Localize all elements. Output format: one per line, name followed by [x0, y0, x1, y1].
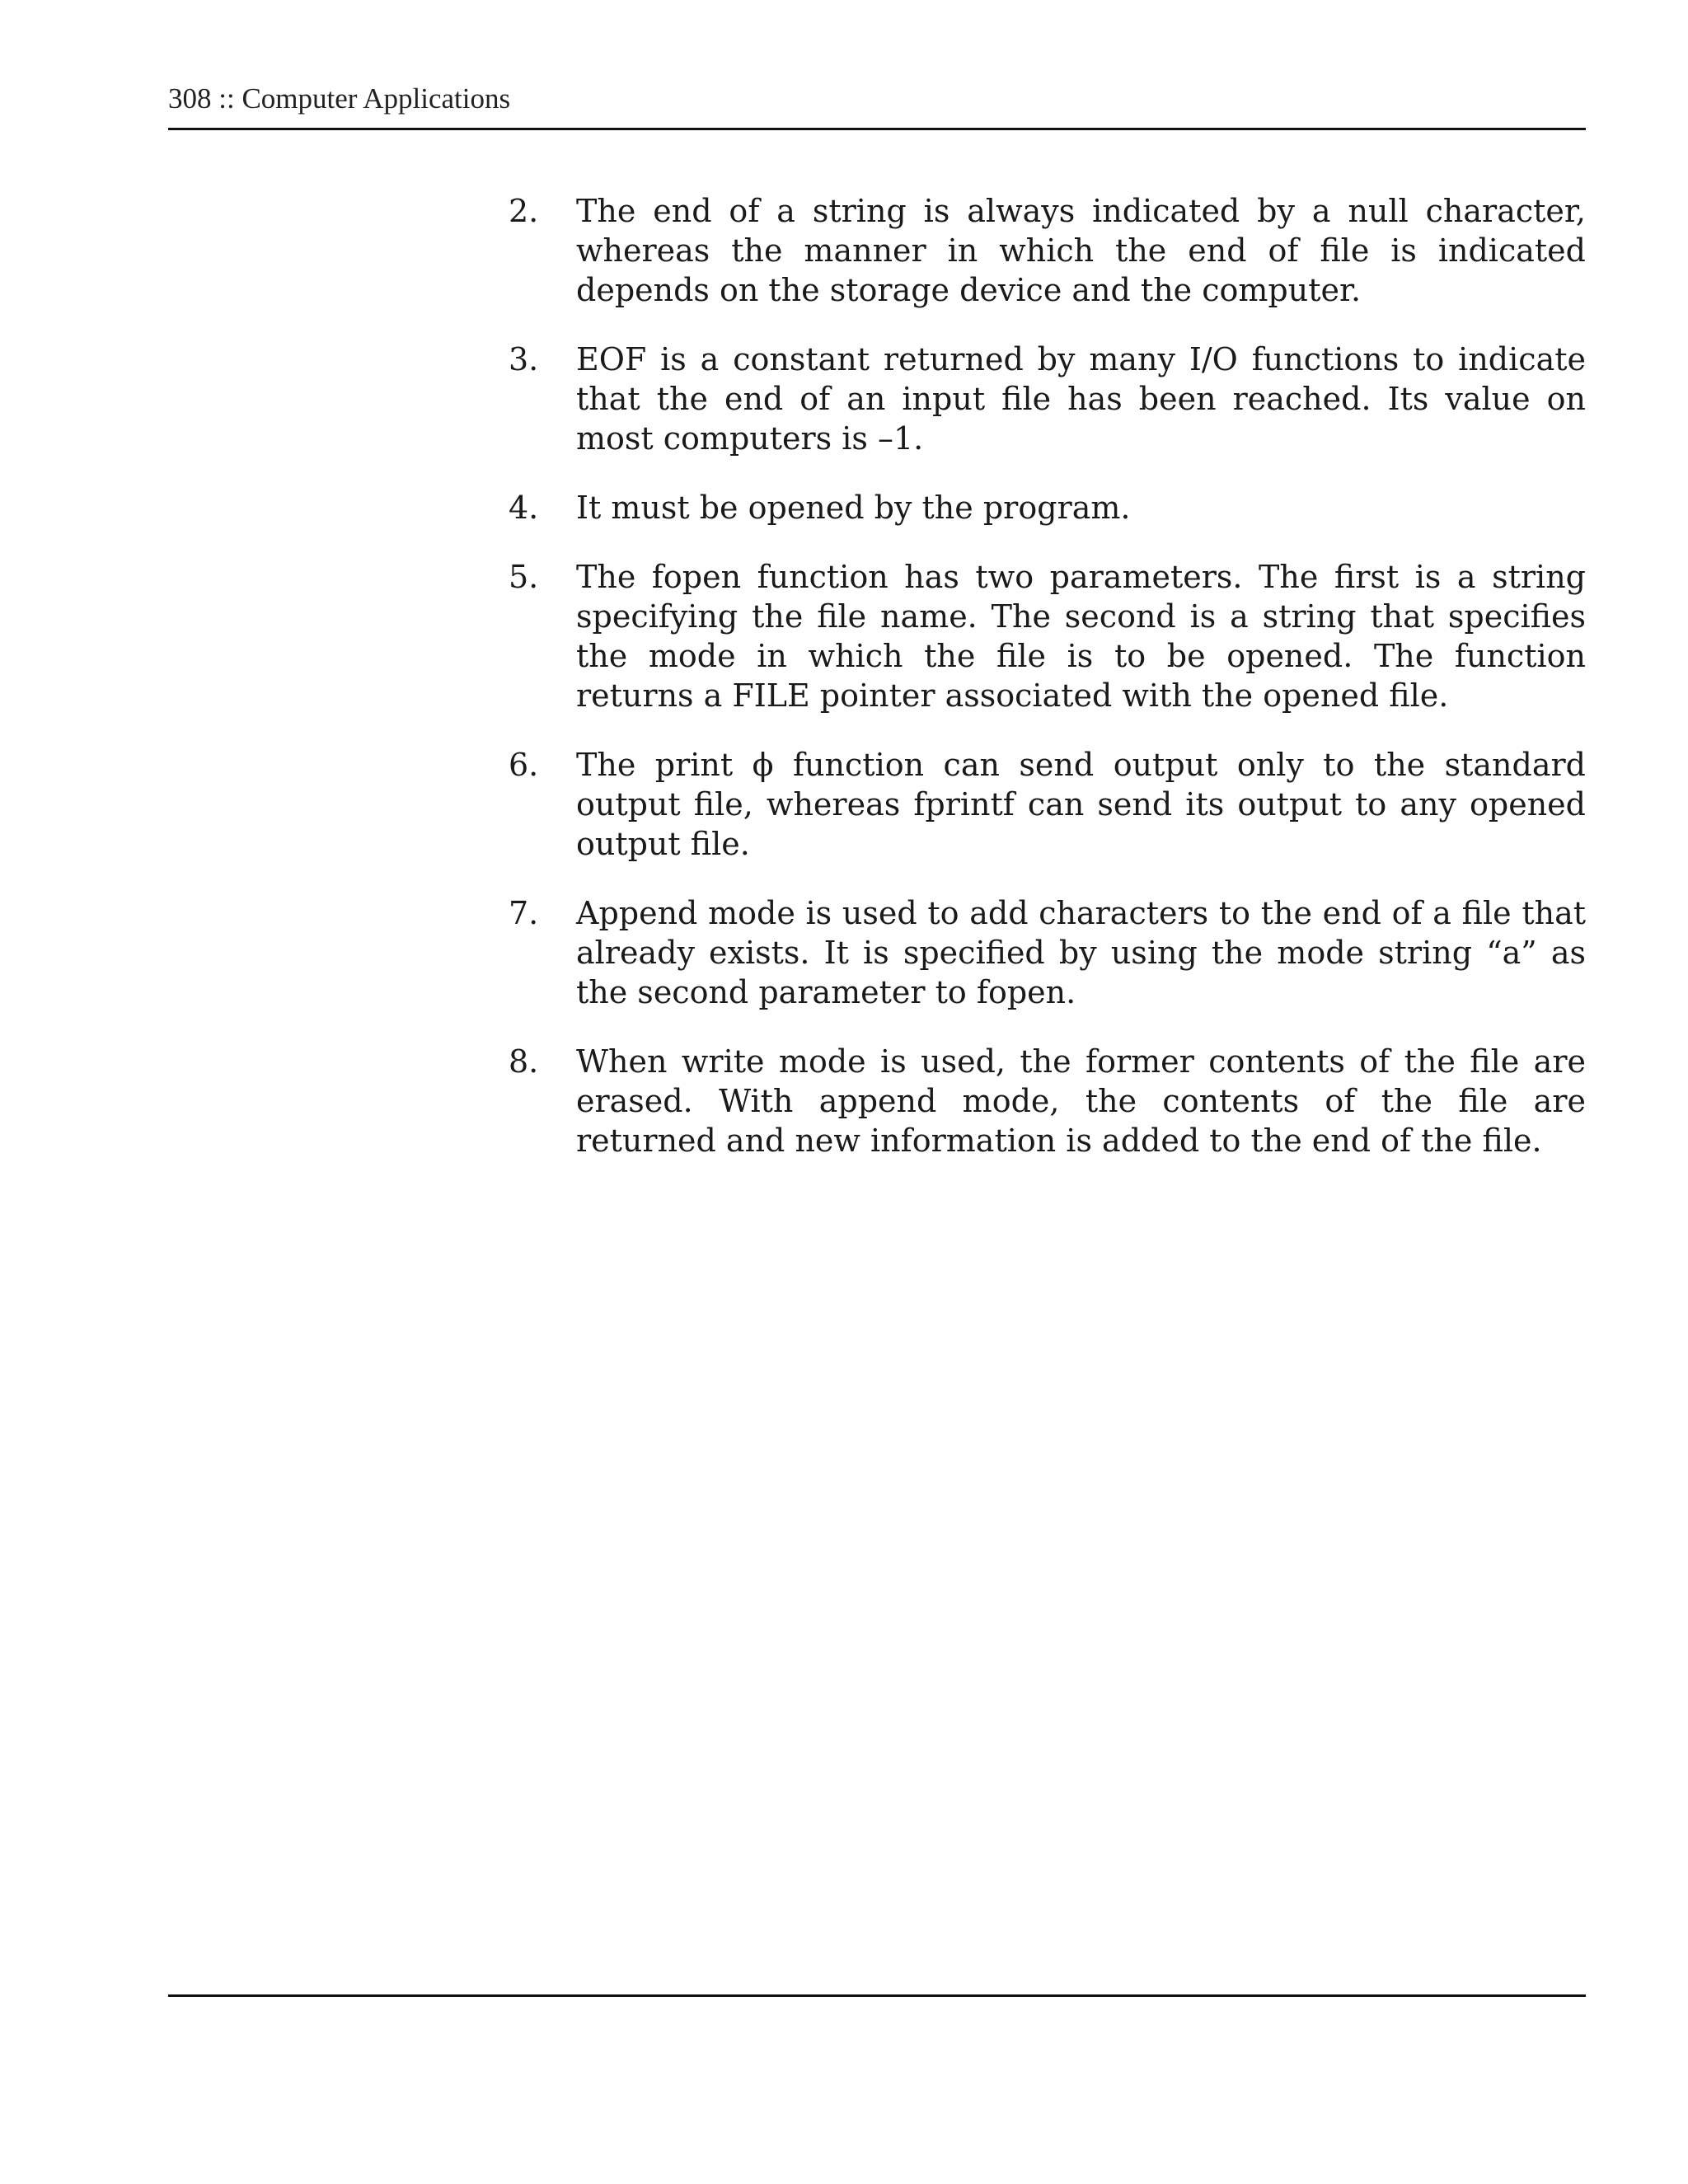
- list-item: [509, 488, 1586, 527]
- item-number: 2.: [509, 193, 539, 229]
- running-header: 308 :: Computer Applications: [168, 82, 511, 115]
- list-item: [509, 557, 1586, 715]
- item-number: 5.: [509, 559, 539, 595]
- list-item: [509, 893, 1586, 1012]
- item-text: EOF is a constant returned by many I/O functions to indicate that the end of an input file has been reached. Its value on most computers is –1.: [576, 341, 1586, 457]
- item-text: It must be opened by the program.: [576, 490, 1131, 526]
- answer-list: [509, 191, 1586, 1190]
- item-number: 3.: [509, 341, 539, 377]
- footer-rule: [168, 1994, 1586, 1997]
- item-text: The fopen function has two parameters. The first is a string specifying the file name. The second is a string that specifies the mode in which the file is to be opened. The function returns a FILE pointer associated with the opened file.: [576, 559, 1586, 714]
- item-text: Append mode is used to add characters to the end of a file that already exists. It is specified by using the mode string “a” as the second parameter to fopen.: [576, 895, 1586, 1010]
- item-text: The print ϕ function can send output only to the standard output file, whereas fprintf can send its output to any opened output file.: [576, 747, 1586, 862]
- item-number: 8.: [509, 1043, 539, 1080]
- item-number: 6.: [509, 747, 539, 783]
- header-rule: [168, 128, 1586, 130]
- item-text: The end of a string is always indicated by a null character, whereas the manner in which the end of file is indicated depends on the storage device and the computer.: [576, 193, 1586, 308]
- item-number: 4.: [509, 490, 539, 526]
- list-item: [509, 340, 1586, 458]
- list-item: [509, 191, 1586, 310]
- item-number: 7.: [509, 895, 539, 931]
- list-item: [509, 745, 1586, 864]
- item-text: When write mode is used, the former contents of the file are erased. With append mode, the contents of the file are returned and new information is added to the end of the file.: [576, 1043, 1586, 1159]
- list-item: [509, 1042, 1586, 1160]
